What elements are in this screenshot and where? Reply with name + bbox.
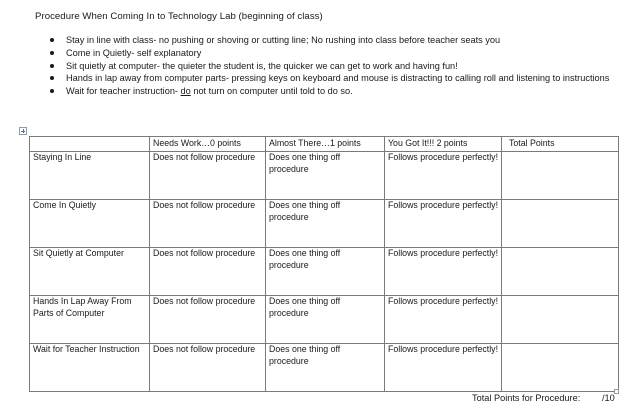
list-item-text: Stay in line with class- no pushing or shoving or cutting line; No rushing into class before teacher seats you	[66, 35, 501, 45]
criterion-cell[interactable]: Hands In Lap Away From Parts of Computer	[30, 296, 150, 344]
total-cell[interactable]	[502, 248, 619, 296]
total-points-score: /10	[602, 393, 615, 403]
total-cell[interactable]	[502, 152, 619, 200]
table-row	[30, 152, 619, 200]
table-row	[30, 200, 619, 248]
document-title: Procedure When Coming In to Technology Lab (beginning of class)	[35, 11, 323, 22]
header-cell[interactable]: Almost There…1 points	[266, 137, 385, 152]
table-move-handle-icon[interactable]	[19, 127, 27, 135]
criterion-cell[interactable]: Wait for Teacher Instruction	[30, 344, 150, 392]
table-cell[interactable]: Does not follow procedure	[150, 248, 266, 296]
header-cell[interactable]: You Got It!!! 2 points	[385, 137, 502, 152]
table-cell[interactable]: Does not follow procedure	[150, 200, 266, 248]
bullet-icon	[50, 76, 54, 80]
table-cell[interactable]: Does not follow procedure	[150, 152, 266, 200]
table-row	[30, 296, 619, 344]
table-row	[30, 248, 619, 296]
list-item-text: Sit quietly at computer- the quieter the student is, the quicker we can get to work and having fun!	[66, 60, 458, 71]
criterion-cell[interactable]: Sit Quietly at Computer	[30, 248, 150, 296]
table-cell[interactable]: Does one thing off procedure	[266, 200, 385, 248]
list-item-text: Hands in lap away from computer parts- pressing keys on keyboard and mouse is distracting to calling roll and listening to instructions	[66, 73, 610, 84]
header-cell[interactable]: Total Points	[502, 137, 619, 152]
total-cell[interactable]	[502, 344, 619, 392]
list-item-text-before: Wait for teacher instruction-	[66, 86, 181, 97]
table-cell[interactable]: Follows procedure perfectly!	[385, 296, 502, 344]
table-cell[interactable]: Follows procedure perfectly!	[385, 152, 502, 200]
table-header-row	[30, 137, 619, 152]
table-cell[interactable]: Follows procedure perfectly!	[385, 248, 502, 296]
rubric-table	[29, 136, 619, 392]
criterion-cell[interactable]: Staying In Line	[30, 152, 150, 200]
list-item	[0, 85, 640, 98]
list-item	[0, 47, 640, 60]
header-cell[interactable]	[30, 137, 150, 152]
list-item	[0, 72, 640, 85]
total-cell[interactable]	[502, 296, 619, 344]
criterion-cell[interactable]: Come In Quietly	[30, 200, 150, 248]
list-item	[0, 34, 640, 47]
table-row	[30, 344, 619, 392]
table-cell[interactable]: Does one thing off procedure	[266, 152, 385, 200]
header-cell[interactable]: Needs Work…0 points	[150, 137, 266, 152]
bullet-icon	[50, 64, 54, 68]
table-cell[interactable]: Does one thing off procedure	[266, 248, 385, 296]
bullet-icon	[50, 38, 54, 42]
total-points-line	[472, 393, 615, 403]
table-cell[interactable]: Does not follow procedure	[150, 296, 266, 344]
total-points-label: Total Points for Procedure:	[472, 393, 581, 403]
table-cell[interactable]: Follows procedure perfectly!	[385, 200, 502, 248]
procedure-list	[0, 34, 640, 98]
list-item-text: Come in Quietly- self explanatory	[66, 47, 202, 58]
table-cell[interactable]: Does not follow procedure	[150, 344, 266, 392]
list-item-text-after: not turn on computer until told to do so.	[190, 86, 353, 97]
underlined-word: do	[180, 86, 191, 97]
total-cell[interactable]	[502, 200, 619, 248]
table-cell[interactable]: Follows procedure perfectly!	[385, 344, 502, 392]
bullet-icon	[50, 51, 54, 55]
bullet-icon	[50, 89, 54, 93]
list-item	[0, 60, 640, 73]
table-cell[interactable]: Does one thing off procedure	[266, 296, 385, 344]
table-cell[interactable]: Does one thing off procedure	[266, 344, 385, 392]
